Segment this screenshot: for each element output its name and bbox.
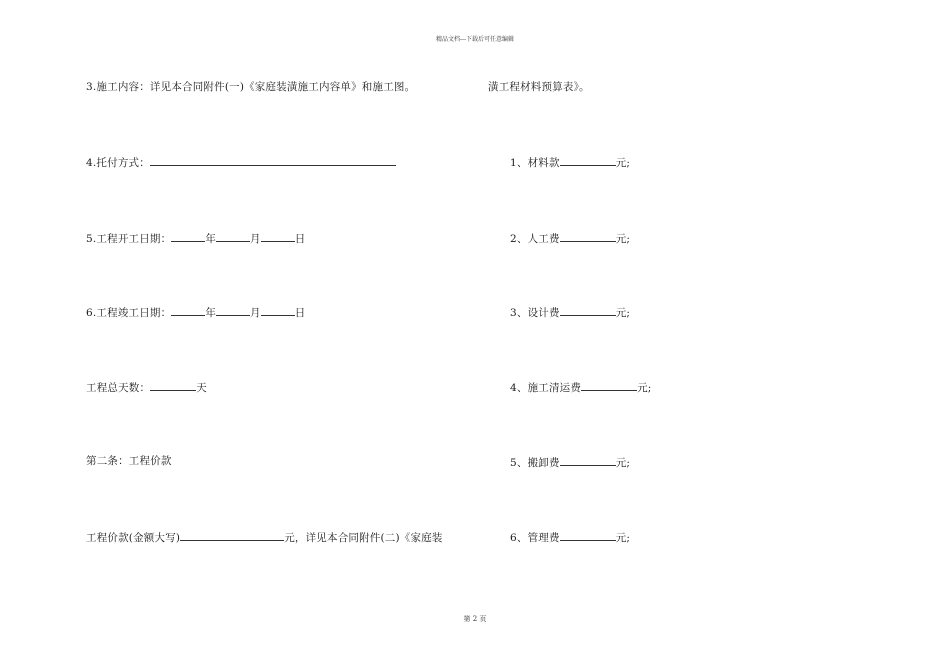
page-header: 精品文档---下载后可任意编辑 — [435, 36, 515, 43]
fee-item-unit: 元; — [615, 307, 631, 319]
fee-item-label: 5、搬卸费 — [510, 457, 560, 469]
fee-item-blank[interactable] — [560, 154, 616, 166]
fee-item-label: 2、人工费 — [510, 233, 560, 245]
start-day-unit: 日 — [294, 233, 306, 245]
end-year-unit: 年 — [205, 307, 217, 319]
fee-item-blank[interactable] — [560, 454, 616, 466]
fee-item — [510, 154, 630, 170]
total-days-label: 工程总天数： — [86, 382, 151, 394]
project-price-line — [86, 529, 443, 545]
total-days-blank[interactable] — [150, 379, 196, 391]
total-days-line — [86, 379, 207, 395]
construction-content-line: 3.施工内容：详见本合同附件(一)《家庭装潢施工内容单》和施工图。 — [86, 81, 416, 93]
end-day-blank[interactable] — [261, 304, 295, 316]
start-year-blank[interactable] — [171, 230, 205, 242]
project-price-blank[interactable] — [180, 529, 284, 541]
article-two-heading: 第二条：工程价款 — [86, 455, 172, 467]
fee-item-blank[interactable] — [581, 379, 637, 391]
project-price-label: 工程价款(金额大写) — [86, 532, 181, 544]
delivery-method-blank[interactable] — [150, 154, 396, 166]
total-days-unit: 天 — [196, 382, 207, 394]
fee-item — [510, 230, 630, 246]
fee-item-label: 1、材料款 — [510, 157, 560, 169]
fee-item-blank[interactable] — [560, 230, 616, 242]
fee-item — [510, 304, 630, 320]
budget-table-line: 潢工程材料预算表》。 — [488, 81, 590, 93]
start-date-label: 5.工程开工日期： — [86, 233, 172, 245]
end-day-unit: 日 — [294, 307, 306, 319]
start-day-blank[interactable] — [261, 230, 295, 242]
fee-item-unit: 元; — [637, 382, 652, 394]
end-date-line — [86, 304, 305, 320]
page-number: 第 2 页 — [463, 615, 487, 623]
fee-item-unit: 元; — [615, 233, 631, 245]
fee-item-label: 6、管理费 — [510, 532, 560, 544]
start-month-unit: 月 — [250, 233, 261, 245]
start-date-line — [86, 230, 305, 246]
fee-item — [510, 454, 630, 470]
fee-item-blank[interactable] — [560, 529, 616, 541]
end-month-blank[interactable] — [216, 304, 250, 316]
delivery-method-label: 4.托付方式： — [86, 157, 150, 169]
fee-item — [510, 379, 652, 395]
start-year-unit: 年 — [205, 233, 217, 245]
project-price-suffix: 元，详见本合同附件(二)《家庭装 — [284, 532, 443, 544]
fee-item-unit: 元; — [615, 457, 631, 469]
fee-item-label: 3、设计费 — [510, 307, 560, 319]
start-month-blank[interactable] — [216, 230, 250, 242]
fee-item-unit: 元; — [615, 157, 631, 169]
end-year-blank[interactable] — [171, 304, 205, 316]
end-month-unit: 月 — [250, 307, 261, 319]
fee-item — [510, 529, 630, 545]
delivery-method-line — [86, 154, 396, 170]
end-date-label: 6.工程竣工日期： — [86, 307, 172, 319]
fee-item-blank[interactable] — [560, 304, 616, 316]
fee-item-unit: 元; — [615, 532, 631, 544]
fee-item-label: 4、施工清运费 — [510, 382, 582, 394]
